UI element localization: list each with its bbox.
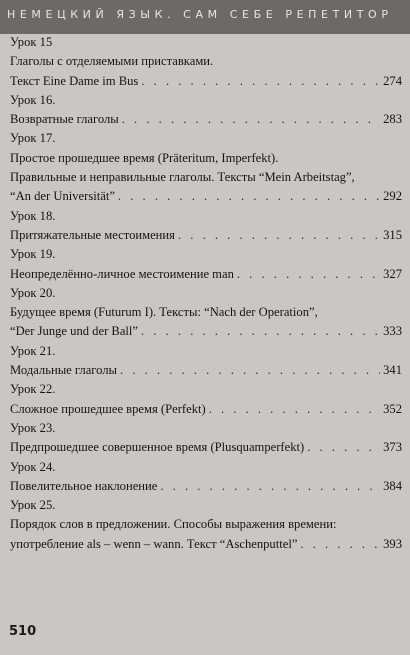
toc-line xyxy=(10,380,402,399)
toc-page-number: 292 xyxy=(383,189,402,204)
toc-entry-text: Урок 18. xyxy=(10,208,56,223)
dot-leader xyxy=(118,187,380,206)
toc-page-number: 327 xyxy=(383,266,402,281)
toc-line xyxy=(10,129,402,148)
toc-entry-text: Урок 24. xyxy=(10,459,56,474)
toc-entry-text: “An der Universität” xyxy=(10,189,115,204)
toc-line xyxy=(10,33,402,52)
toc-page-number: 384 xyxy=(383,478,402,493)
running-header xyxy=(0,0,410,34)
toc-entry-text: Урок 19. xyxy=(10,247,56,262)
toc-line xyxy=(10,187,402,206)
toc-entry-text: Урок 22. xyxy=(10,382,56,397)
toc-line xyxy=(10,72,402,91)
toc-page-number: 352 xyxy=(383,401,402,416)
dot-leader xyxy=(300,535,380,554)
toc-line xyxy=(10,400,402,419)
toc-line xyxy=(10,535,402,554)
toc-entry-text: Предпрошедшее совершенное время (Plusquamperfekt) xyxy=(10,440,305,455)
toc-entry-text: Урок 17. xyxy=(10,131,56,146)
dot-leader xyxy=(122,110,380,129)
dot-leader xyxy=(178,226,380,245)
toc-entry-text: Сложное прошедшее время (Perfekt) xyxy=(10,401,206,416)
dot-leader xyxy=(120,361,380,380)
toc-line xyxy=(10,477,402,496)
toc-entry-text: Текст Eine Dame im Bus xyxy=(10,73,139,88)
dot-leader xyxy=(160,477,380,496)
dot-leader xyxy=(209,400,380,419)
toc-entry-text: Урок 25. xyxy=(10,498,56,513)
toc-entry-text: Порядок слов в предложении. Способы выражения времени: xyxy=(10,517,337,532)
toc-entry-text: Урок 15 xyxy=(10,35,53,49)
toc-page-number: 341 xyxy=(383,363,402,378)
toc-line xyxy=(10,322,402,341)
toc-entry-text: Глаголы с отделяемыми приставками. xyxy=(10,54,214,69)
toc-line xyxy=(10,458,402,477)
dot-leader xyxy=(141,322,380,341)
toc-line xyxy=(10,149,402,168)
toc-line xyxy=(10,207,402,226)
table-of-contents xyxy=(10,33,402,554)
toc-page-number: 373 xyxy=(383,440,402,455)
toc-line xyxy=(10,168,402,187)
toc-entry-text: Урок 23. xyxy=(10,420,56,435)
toc-line xyxy=(10,419,402,438)
toc-line xyxy=(10,52,402,71)
running-header-title: НЕМЕЦКИЙ ЯЗЫК. САМ СЕБЕ РЕПЕТИТОР xyxy=(7,8,393,21)
toc-line xyxy=(10,515,402,534)
toc-line xyxy=(10,361,402,380)
toc-entry-text: Притяжательные местоимения xyxy=(10,227,175,242)
toc-entry-text: Повелительное наклонение xyxy=(10,478,158,493)
toc-line xyxy=(10,91,402,110)
toc-entry-text: Урок 16. xyxy=(10,92,56,107)
toc-entry-text: употребление als – wenn – wann. Текст “Aschenputtel” xyxy=(10,536,298,551)
toc-line xyxy=(10,284,402,303)
toc-entry-text: Урок 20. xyxy=(10,285,56,300)
dot-leader xyxy=(237,265,380,284)
dot-leader xyxy=(307,438,380,457)
toc-page-number: 333 xyxy=(383,324,402,339)
toc-line xyxy=(10,342,402,361)
toc-entry-text: Урок 21. xyxy=(10,343,56,358)
toc-line xyxy=(10,110,402,129)
page-number: 510 xyxy=(9,624,37,639)
toc-page-number: 315 xyxy=(383,227,402,242)
toc-line xyxy=(10,438,402,457)
toc-page-number: 283 xyxy=(383,112,402,127)
toc-line xyxy=(10,303,402,322)
toc-line xyxy=(10,245,402,264)
dot-leader xyxy=(141,72,380,91)
toc-entry-text: Неопределённо-личное местоимение man xyxy=(10,266,234,281)
toc-entry-text: Простое прошедшее время (Präteritum, Imperfekt). xyxy=(10,150,279,165)
toc-page-number: 393 xyxy=(383,536,402,551)
toc-line xyxy=(10,226,402,245)
toc-entry-text: Будущее время (Futurum I). Тексты: “Nach der Operation”, xyxy=(10,305,318,320)
toc-entry-text: “Der Junge und der Ball” xyxy=(10,324,138,339)
toc-line xyxy=(10,496,402,515)
toc-entry-text: Возвратные глаголы xyxy=(10,112,119,127)
toc-entry-text: Модальные глаголы xyxy=(10,363,118,378)
toc-line xyxy=(10,265,402,284)
toc-entry-text: Правильные и неправильные глаголы. Тексты “Mein Arbeitstag”, xyxy=(10,170,355,185)
toc-page-number: 274 xyxy=(383,73,402,88)
